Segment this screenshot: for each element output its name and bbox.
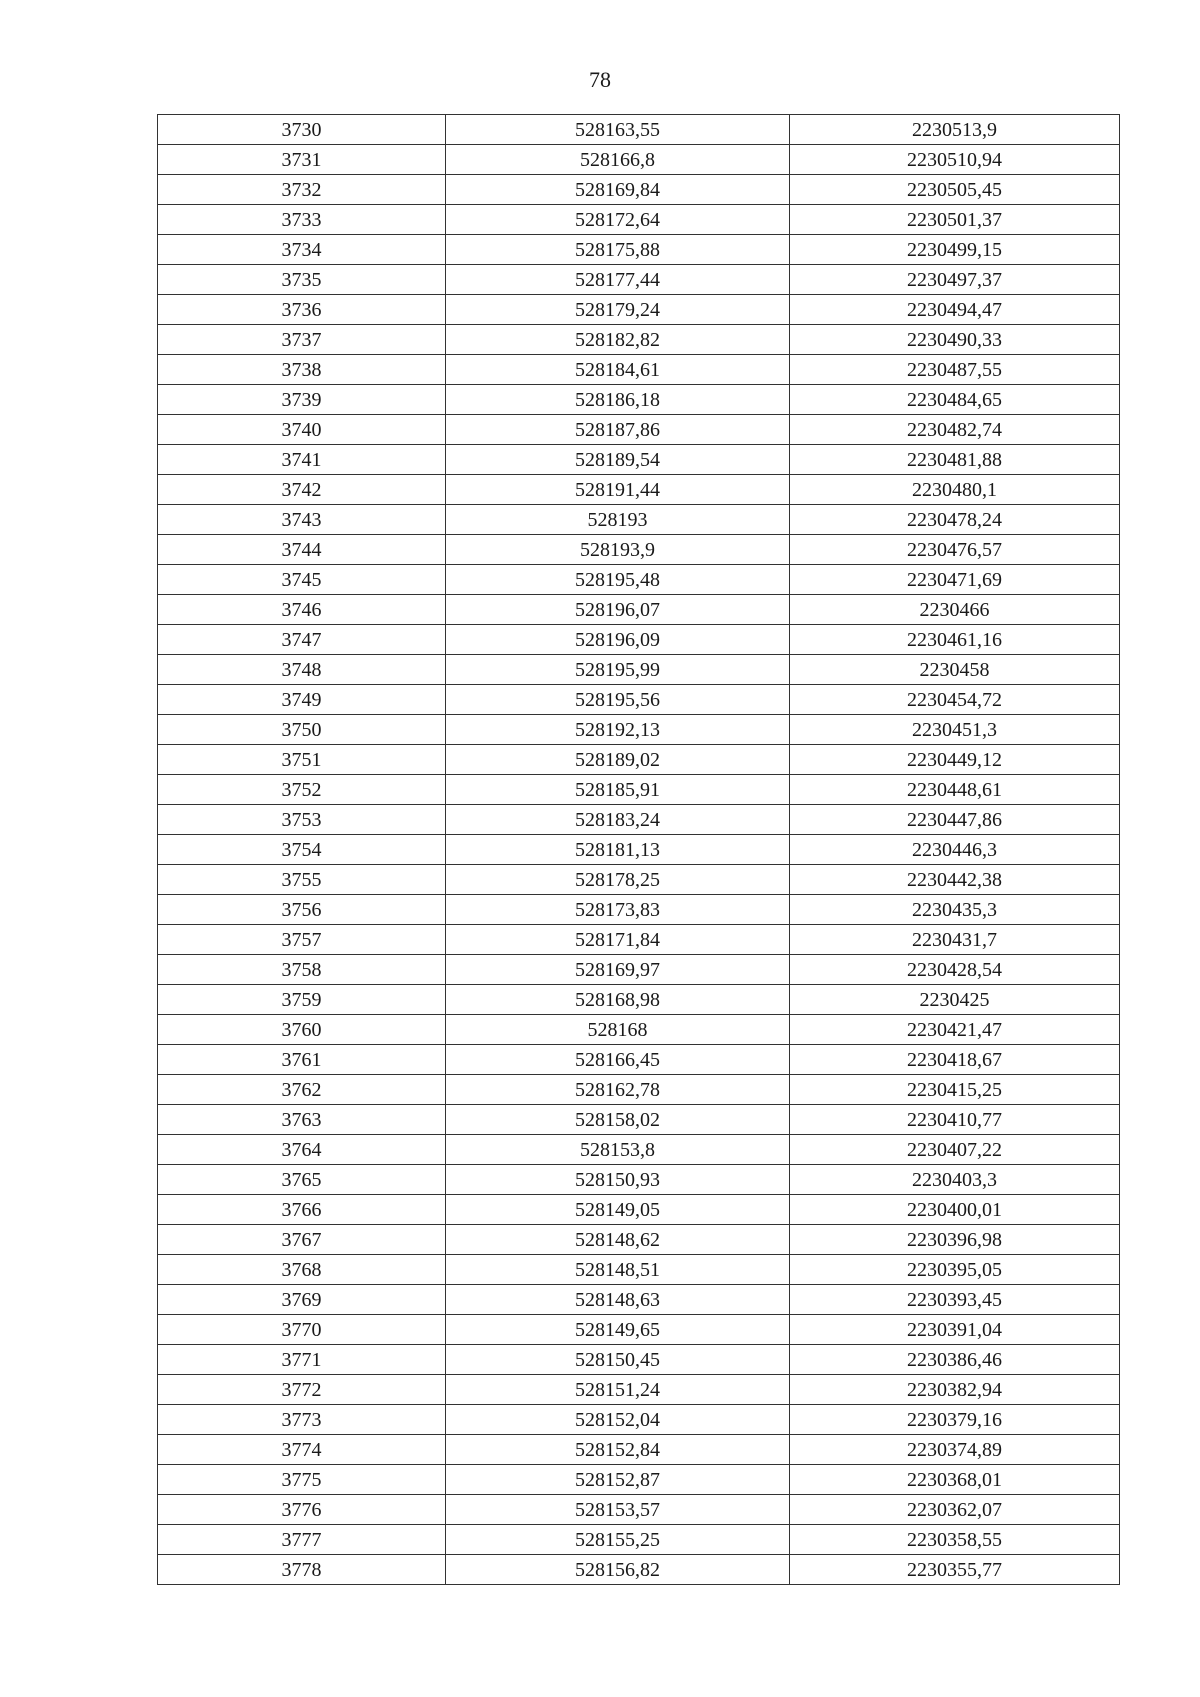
y-coordinate-cell: 2230446,3 <box>790 835 1120 865</box>
point-number-cell: 3737 <box>158 325 446 355</box>
x-coordinate-cell: 528162,78 <box>446 1075 790 1105</box>
y-coordinate-cell: 2230505,45 <box>790 175 1120 205</box>
y-coordinate-cell: 2230395,05 <box>790 1255 1120 1285</box>
point-number-cell: 3754 <box>158 835 446 865</box>
point-number-cell: 3762 <box>158 1075 446 1105</box>
y-coordinate-cell: 2230431,7 <box>790 925 1120 955</box>
point-number-cell: 3775 <box>158 1465 446 1495</box>
page-number: 78 <box>589 67 611 92</box>
y-coordinate-cell: 2230476,57 <box>790 535 1120 565</box>
table-row <box>158 955 1120 985</box>
y-coordinate-cell: 2230442,38 <box>790 865 1120 895</box>
point-number-cell: 3742 <box>158 475 446 505</box>
table-row <box>158 1135 1120 1165</box>
table-row <box>158 1255 1120 1285</box>
point-number-cell: 3761 <box>158 1045 446 1075</box>
x-coordinate-cell: 528189,54 <box>446 445 790 475</box>
point-number-cell: 3771 <box>158 1345 446 1375</box>
table-row <box>158 295 1120 325</box>
x-coordinate-cell: 528178,25 <box>446 865 790 895</box>
x-coordinate-cell: 528153,57 <box>446 1495 790 1525</box>
y-coordinate-cell: 2230449,12 <box>790 745 1120 775</box>
point-number-cell: 3748 <box>158 655 446 685</box>
point-number-cell: 3772 <box>158 1375 446 1405</box>
x-coordinate-cell: 528192,13 <box>446 715 790 745</box>
y-coordinate-cell: 2230355,77 <box>790 1555 1120 1585</box>
y-coordinate-cell: 2230396,98 <box>790 1225 1120 1255</box>
x-coordinate-cell: 528187,86 <box>446 415 790 445</box>
point-number-cell: 3778 <box>158 1555 446 1585</box>
point-number-cell: 3757 <box>158 925 446 955</box>
point-number-cell: 3769 <box>158 1285 446 1315</box>
point-number-cell: 3752 <box>158 775 446 805</box>
y-coordinate-cell: 2230386,46 <box>790 1345 1120 1375</box>
x-coordinate-cell: 528169,97 <box>446 955 790 985</box>
y-coordinate-cell: 2230481,88 <box>790 445 1120 475</box>
point-number-cell: 3741 <box>158 445 446 475</box>
table-row <box>158 1045 1120 1075</box>
x-coordinate-cell: 528172,64 <box>446 205 790 235</box>
x-coordinate-cell: 528175,88 <box>446 235 790 265</box>
y-coordinate-cell: 2230478,24 <box>790 505 1120 535</box>
y-coordinate-cell: 2230454,72 <box>790 685 1120 715</box>
point-number-cell: 3747 <box>158 625 446 655</box>
table-row <box>158 805 1120 835</box>
point-number-cell: 3733 <box>158 205 446 235</box>
point-number-cell: 3765 <box>158 1165 446 1195</box>
x-coordinate-cell: 528148,51 <box>446 1255 790 1285</box>
point-number-cell: 3768 <box>158 1255 446 1285</box>
point-number-cell: 3756 <box>158 895 446 925</box>
table-row <box>158 775 1120 805</box>
y-coordinate-cell: 2230393,45 <box>790 1285 1120 1315</box>
table-row <box>158 145 1120 175</box>
table-row <box>158 475 1120 505</box>
point-number-cell: 3745 <box>158 565 446 595</box>
table-row <box>158 595 1120 625</box>
point-number-cell: 3735 <box>158 265 446 295</box>
point-number-cell: 3734 <box>158 235 446 265</box>
y-coordinate-cell: 2230501,37 <box>790 205 1120 235</box>
x-coordinate-cell: 528196,07 <box>446 595 790 625</box>
x-coordinate-cell: 528166,8 <box>446 145 790 175</box>
x-coordinate-cell: 528156,82 <box>446 1555 790 1585</box>
table-row <box>158 1525 1120 1555</box>
table-row <box>158 205 1120 235</box>
y-coordinate-cell: 2230482,74 <box>790 415 1120 445</box>
y-coordinate-cell: 2230499,15 <box>790 235 1120 265</box>
table-row <box>158 985 1120 1015</box>
y-coordinate-cell: 2230362,07 <box>790 1495 1120 1525</box>
table-row <box>158 235 1120 265</box>
y-coordinate-cell: 2230382,94 <box>790 1375 1120 1405</box>
x-coordinate-cell: 528163,55 <box>446 115 790 145</box>
x-coordinate-cell: 528148,63 <box>446 1285 790 1315</box>
point-number-cell: 3773 <box>158 1405 446 1435</box>
x-coordinate-cell: 528184,61 <box>446 355 790 385</box>
x-coordinate-cell: 528158,02 <box>446 1105 790 1135</box>
x-coordinate-cell: 528149,65 <box>446 1315 790 1345</box>
x-coordinate-cell: 528168 <box>446 1015 790 1045</box>
point-number-cell: 3730 <box>158 115 446 145</box>
point-number-cell: 3739 <box>158 385 446 415</box>
x-coordinate-cell: 528195,56 <box>446 685 790 715</box>
table-row <box>158 1435 1120 1465</box>
table-row <box>158 745 1120 775</box>
x-coordinate-cell: 528193 <box>446 505 790 535</box>
x-coordinate-cell: 528150,45 <box>446 1345 790 1375</box>
y-coordinate-cell: 2230448,61 <box>790 775 1120 805</box>
y-coordinate-cell: 2230428,54 <box>790 955 1120 985</box>
point-number-cell: 3732 <box>158 175 446 205</box>
y-coordinate-cell: 2230379,16 <box>790 1405 1120 1435</box>
table-row <box>158 1075 1120 1105</box>
point-number-cell: 3755 <box>158 865 446 895</box>
y-coordinate-cell: 2230391,04 <box>790 1315 1120 1345</box>
point-number-cell: 3766 <box>158 1195 446 1225</box>
point-number-cell: 3774 <box>158 1435 446 1465</box>
y-coordinate-cell: 2230368,01 <box>790 1465 1120 1495</box>
y-coordinate-cell: 2230466 <box>790 595 1120 625</box>
table-row <box>158 355 1120 385</box>
table-row <box>158 115 1120 145</box>
table-row <box>158 685 1120 715</box>
x-coordinate-cell: 528179,24 <box>446 295 790 325</box>
y-coordinate-cell: 2230403,3 <box>790 1165 1120 1195</box>
table-row <box>158 715 1120 745</box>
point-number-cell: 3760 <box>158 1015 446 1045</box>
y-coordinate-cell: 2230451,3 <box>790 715 1120 745</box>
point-number-cell: 3767 <box>158 1225 446 1255</box>
table-row <box>158 1465 1120 1495</box>
point-number-cell: 3751 <box>158 745 446 775</box>
point-number-cell: 3758 <box>158 955 446 985</box>
table-row <box>158 1225 1120 1255</box>
table-row <box>158 1285 1120 1315</box>
y-coordinate-cell: 2230497,37 <box>790 265 1120 295</box>
y-coordinate-cell: 2230480,1 <box>790 475 1120 505</box>
table-row <box>158 865 1120 895</box>
point-number-cell: 3770 <box>158 1315 446 1345</box>
table-row <box>158 1015 1120 1045</box>
point-number-cell: 3763 <box>158 1105 446 1135</box>
x-coordinate-cell: 528151,24 <box>446 1375 790 1405</box>
x-coordinate-cell: 528183,24 <box>446 805 790 835</box>
y-coordinate-cell: 2230407,22 <box>790 1135 1120 1165</box>
y-coordinate-cell: 2230458 <box>790 655 1120 685</box>
table-row <box>158 175 1120 205</box>
y-coordinate-cell: 2230447,86 <box>790 805 1120 835</box>
point-number-cell: 3776 <box>158 1495 446 1525</box>
x-coordinate-cell: 528168,98 <box>446 985 790 1015</box>
x-coordinate-cell: 528149,05 <box>446 1195 790 1225</box>
x-coordinate-cell: 528155,25 <box>446 1525 790 1555</box>
y-coordinate-cell: 2230421,47 <box>790 1015 1120 1045</box>
point-number-cell: 3753 <box>158 805 446 835</box>
x-coordinate-cell: 528166,45 <box>446 1045 790 1075</box>
point-number-cell: 3738 <box>158 355 446 385</box>
x-coordinate-cell: 528181,13 <box>446 835 790 865</box>
table-row <box>158 1105 1120 1135</box>
point-number-cell: 3759 <box>158 985 446 1015</box>
y-coordinate-cell: 2230410,77 <box>790 1105 1120 1135</box>
x-coordinate-cell: 528150,93 <box>446 1165 790 1195</box>
y-coordinate-cell: 2230374,89 <box>790 1435 1120 1465</box>
table-row <box>158 1315 1120 1345</box>
y-coordinate-cell: 2230415,25 <box>790 1075 1120 1105</box>
x-coordinate-cell: 528153,8 <box>446 1135 790 1165</box>
table-row <box>158 565 1120 595</box>
y-coordinate-cell: 2230513,9 <box>790 115 1120 145</box>
y-coordinate-cell: 2230400,01 <box>790 1195 1120 1225</box>
y-coordinate-cell: 2230510,94 <box>790 145 1120 175</box>
x-coordinate-cell: 528177,44 <box>446 265 790 295</box>
x-coordinate-cell: 528152,04 <box>446 1405 790 1435</box>
y-coordinate-cell: 2230484,65 <box>790 385 1120 415</box>
x-coordinate-cell: 528169,84 <box>446 175 790 205</box>
point-number-cell: 3749 <box>158 685 446 715</box>
table-row <box>158 835 1120 865</box>
x-coordinate-cell: 528196,09 <box>446 625 790 655</box>
y-coordinate-cell: 2230494,47 <box>790 295 1120 325</box>
x-coordinate-cell: 528193,9 <box>446 535 790 565</box>
table-row <box>158 895 1120 925</box>
table-row <box>158 625 1120 655</box>
point-number-cell: 3736 <box>158 295 446 325</box>
x-coordinate-cell: 528152,87 <box>446 1465 790 1495</box>
table-row <box>158 1165 1120 1195</box>
y-coordinate-cell: 2230418,67 <box>790 1045 1120 1075</box>
x-coordinate-cell: 528191,44 <box>446 475 790 505</box>
point-number-cell: 3764 <box>158 1135 446 1165</box>
table-row <box>158 1345 1120 1375</box>
table-row <box>158 385 1120 415</box>
x-coordinate-cell: 528182,82 <box>446 325 790 355</box>
y-coordinate-cell: 2230461,16 <box>790 625 1120 655</box>
table-row <box>158 655 1120 685</box>
table-row <box>158 415 1120 445</box>
table-row <box>158 535 1120 565</box>
x-coordinate-cell: 528195,48 <box>446 565 790 595</box>
table-row <box>158 925 1120 955</box>
x-coordinate-cell: 528152,84 <box>446 1435 790 1465</box>
point-number-cell: 3750 <box>158 715 446 745</box>
table-row <box>158 325 1120 355</box>
table-row <box>158 1555 1120 1585</box>
table-row <box>158 505 1120 535</box>
x-coordinate-cell: 528189,02 <box>446 745 790 775</box>
y-coordinate-cell: 2230490,33 <box>790 325 1120 355</box>
x-coordinate-cell: 528185,91 <box>446 775 790 805</box>
point-number-cell: 3740 <box>158 415 446 445</box>
point-number-cell: 3777 <box>158 1525 446 1555</box>
y-coordinate-cell: 2230471,69 <box>790 565 1120 595</box>
table-row <box>158 1375 1120 1405</box>
y-coordinate-cell: 2230435,3 <box>790 895 1120 925</box>
x-coordinate-cell: 528186,18 <box>446 385 790 415</box>
table-row <box>158 445 1120 475</box>
x-coordinate-cell: 528171,84 <box>446 925 790 955</box>
table-row <box>158 1495 1120 1525</box>
point-number-cell: 3746 <box>158 595 446 625</box>
coordinates-table-body <box>158 115 1120 1585</box>
x-coordinate-cell: 528173,83 <box>446 895 790 925</box>
point-number-cell: 3743 <box>158 505 446 535</box>
coordinates-table <box>157 114 1120 1585</box>
y-coordinate-cell: 2230425 <box>790 985 1120 1015</box>
x-coordinate-cell: 528148,62 <box>446 1225 790 1255</box>
point-number-cell: 3731 <box>158 145 446 175</box>
y-coordinate-cell: 2230487,55 <box>790 355 1120 385</box>
y-coordinate-cell: 2230358,55 <box>790 1525 1120 1555</box>
point-number-cell: 3744 <box>158 535 446 565</box>
table-row <box>158 1405 1120 1435</box>
table-row <box>158 1195 1120 1225</box>
table-row <box>158 265 1120 295</box>
x-coordinate-cell: 528195,99 <box>446 655 790 685</box>
